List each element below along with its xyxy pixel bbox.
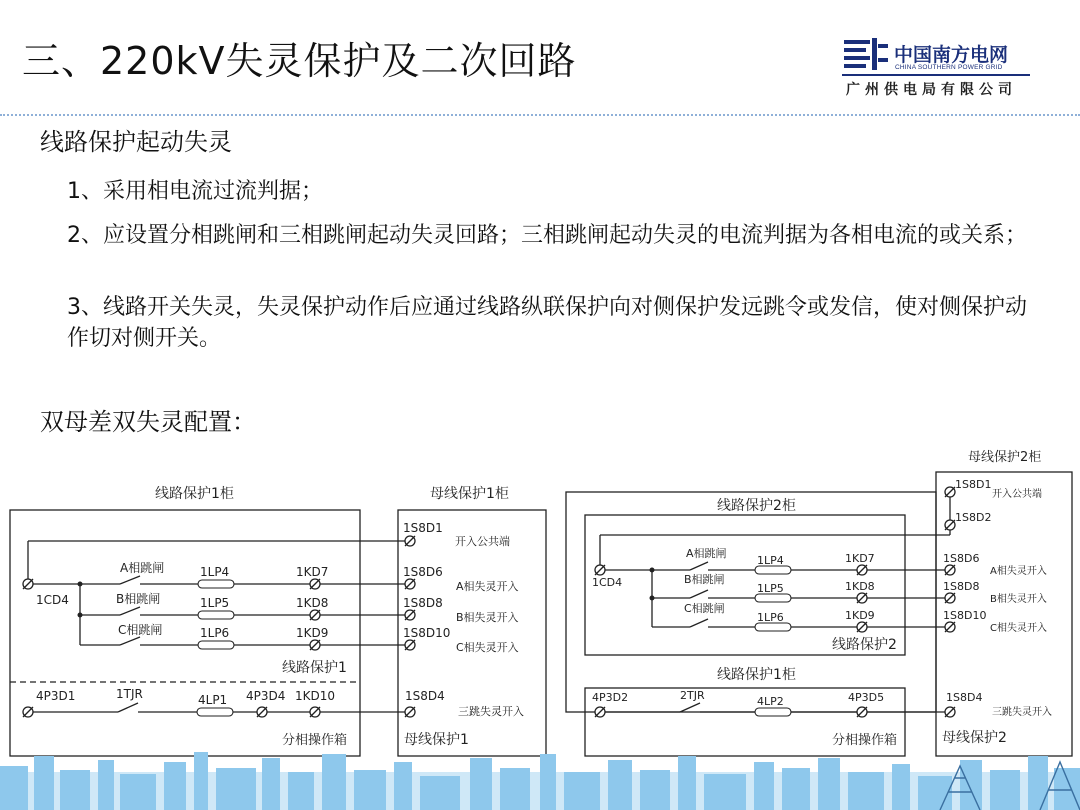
label-s8d: 1S8D10 [943, 609, 987, 622]
label-trip-b: B相跳闸 [684, 573, 725, 586]
label-line-prot: 线路保护1 [282, 660, 347, 676]
label-phase-in: B相失灵开入 [990, 594, 1047, 605]
label-bus-prot: 母线保护2 [942, 730, 1007, 746]
label-lp: 1LP6 [757, 611, 784, 624]
label-phase-in: A相失灵开入 [990, 566, 1047, 577]
label-s8d: 1S8D1 [403, 521, 443, 535]
label-s8d: 1S8D2 [955, 511, 992, 524]
label-kd: 1KD9 [845, 609, 875, 622]
label-p3d4: 4P3D4 [246, 689, 286, 703]
circuit-diagram [0, 440, 1080, 758]
label-s8d: 1S8D6 [943, 552, 980, 565]
list-item: 1、采用相电流过流判据； [67, 179, 323, 204]
label-lp: 1LP5 [757, 582, 784, 595]
section1-heading: 线路保护起动失灵 [40, 128, 232, 156]
label-terminal: 1CD4 [592, 576, 623, 589]
header-divider [0, 114, 1080, 116]
label-phase-in: C相失灵开入 [990, 623, 1047, 634]
logo-company-text: 广州供电局有限公司 [846, 82, 1017, 98]
label-p3d2: 4P3D2 [592, 691, 629, 704]
section2-heading: 双母差双失灵配置： [40, 408, 256, 436]
label-common-in: 开入公共端 [455, 535, 510, 548]
label-kd10: 1KD10 [295, 689, 336, 703]
label-kd: 1KD7 [845, 552, 875, 565]
label-terminal: 1CD4 [36, 593, 69, 607]
label-op-box: 分相操作箱 [832, 733, 898, 748]
label-trip-c: C相跳闸 [118, 623, 163, 637]
label-kd: 1KD8 [845, 580, 875, 593]
label-kd: 1KD8 [296, 596, 329, 610]
label-common-in: 开入公共端 [992, 489, 1042, 500]
slide-title: 三、220kV失灵保护及二次回路 [22, 39, 577, 83]
label-cabinet-bus1: 母线保护1柜 [430, 486, 509, 502]
logo-cn-text: 中国南方电网 [894, 44, 1009, 66]
list-item: 3、线路开关失灵，失灵保护动作后应通过线路纵联保护向对侧保护发远跳令或发信，使对侧保护动作切对侧开关。 [67, 295, 1028, 351]
label-s8d: 1S8D10 [403, 626, 451, 640]
label-lp: 1LP5 [200, 596, 230, 610]
label-cabinet-line1: 线路保护1柜 [717, 667, 796, 683]
logo-en-text: CHINA SOUTHERN POWER GRID [895, 64, 1003, 71]
label-cabinet-line1: 线路保护1柜 [155, 486, 234, 502]
label-p3d5: 4P3D5 [848, 691, 885, 704]
label-s8d: 1S8D6 [403, 565, 443, 579]
logo-rule [842, 74, 1030, 76]
label-tjr: 1TJR [116, 687, 143, 701]
label-trip-b: B相跳闸 [116, 592, 161, 606]
label-s8d: 1S8D8 [943, 580, 980, 593]
label-trip-c: C相跳闸 [684, 602, 725, 615]
label-kd: 1KD7 [296, 565, 329, 579]
label-three-trip-in: 三跳失灵开入 [458, 705, 524, 718]
label-phase-in: A相失灵开入 [456, 580, 519, 593]
skyline-band [0, 752, 1080, 810]
label-lp41: 4LP1 [198, 693, 228, 707]
label-s8d: 1S8D1 [955, 478, 992, 491]
company-logo [842, 36, 1042, 98]
label-three-trip-in: 三跳失灵开入 [992, 707, 1052, 718]
label-lp: 1LP4 [757, 554, 784, 567]
label-cabinet-line2: 线路保护2柜 [717, 498, 796, 514]
label-lp: 1LP6 [200, 626, 230, 640]
label-op-box: 分相操作箱 [282, 733, 348, 748]
label-bus-prot: 母线保护1 [404, 732, 469, 748]
label-s8d4: 1S8D4 [946, 691, 983, 704]
label-s8d4: 1S8D4 [405, 689, 445, 703]
label-s8d: 1S8D8 [403, 596, 443, 610]
label-trip-a: A相跳闸 [120, 561, 165, 575]
label-phase-in: C相失灵开入 [456, 641, 519, 654]
label-phase-in: B相失灵开入 [456, 611, 519, 624]
label-p3d1: 4P3D1 [36, 689, 76, 703]
label-lp42: 4LP2 [757, 695, 784, 708]
label-line-prot: 线路保护2 [832, 637, 897, 653]
label-cabinet-bus2: 母线保护2柜 [968, 450, 1042, 465]
label-trip-a: A相跳闸 [686, 547, 727, 560]
list-item: 2、应设置分相跳闸和三相跳闸起动失灵回路；三相跳闸起动失灵的电流判据为各相电流的或关系； [67, 223, 1028, 248]
label-kd: 1KD9 [296, 626, 329, 640]
label-lp: 1LP4 [200, 565, 230, 579]
grid-logo-icon [842, 36, 890, 72]
label-tjr: 2TJR [680, 689, 705, 702]
